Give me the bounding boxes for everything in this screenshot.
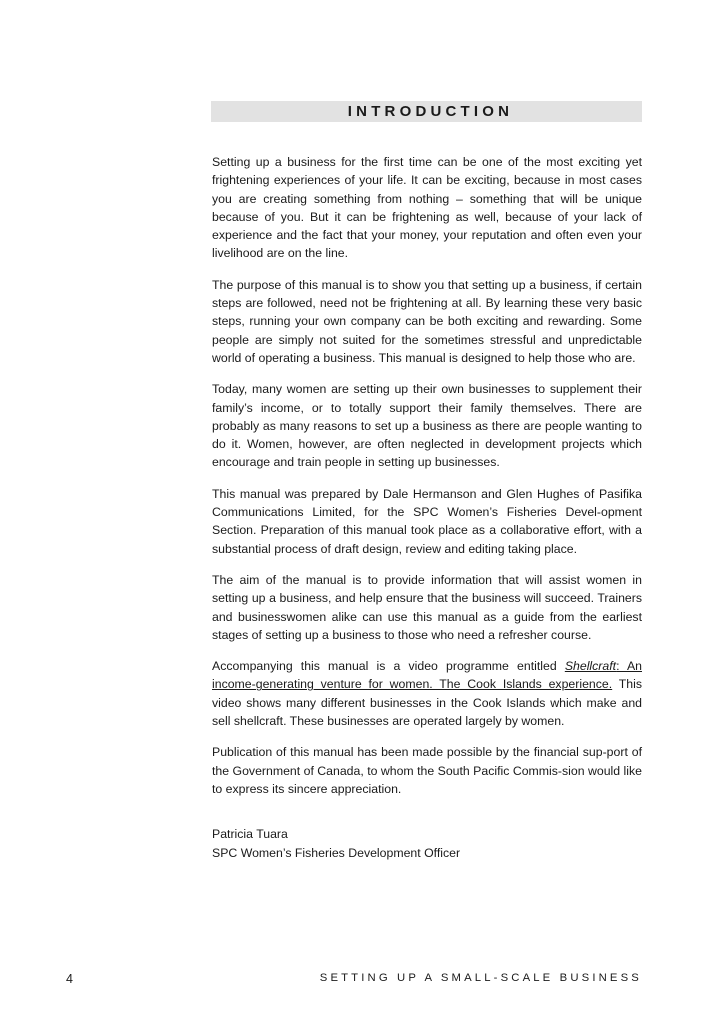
page-number: 4	[66, 972, 73, 986]
paragraph-3: Today, many women are setting up their own businesses to supplement their family’s income, or to totally support their family themselves. There are probably as many reasons to set up a business as there are people wanting to do it. Women, however, are often neglected in development projects which encourage and train people in setting up businesses.	[212, 382, 642, 470]
signature-block	[212, 825, 642, 862]
video-subtitle: : An income-generating venture for women. The Cook Islands experience.	[212, 659, 642, 692]
paragraph-2: The purpose of this manual is to show you that setting up a business, if certain steps are followed, need not be frightening at all. By learning these very basic steps, running your own company can be both exciting and rewarding. Some people are simply not suited for the sometimes stressful and unpredictable world of operating a business. This manual is designed to help those who are.	[212, 277, 642, 365]
body-text	[212, 153, 642, 862]
running-footer-title: SETTING UP A SMALL-SCALE BUSINESS	[319, 972, 642, 984]
video-title: Shellcraft	[564, 659, 617, 674]
paragraph-7: Publication of this manual has been made possible by the financial sup-port of the Government of Canada, to whom the South Pacific Commis-sion would like to express its sincere appreciation.	[212, 745, 642, 796]
paragraph-6-rest: This video shows many different businesses in the Cook Islands which make and sell shellcraft. These businesses are operated largely by women.	[212, 677, 642, 729]
paragraph-5: The aim of the manual is to provide information that will assist women in setting up a business, and help ensure that the business will succeed. Trainers and businesswomen alike can use this manual as a guide from the earliest stages of setting up a business to those who need a refresher course.	[212, 572, 642, 642]
signatory-name: Patricia Tuara	[212, 827, 288, 842]
section-title: INTRODUCTION	[211, 101, 642, 122]
signatory-role: SPC Women’s Fisheries Development Officer	[212, 845, 461, 860]
paragraph-6	[212, 657, 642, 730]
paragraph-6-intro: Accompanying this manual is a video programme entitled	[212, 659, 565, 674]
paragraph-4: This manual was prepared by Dale Hermanson and Glen Hughes of Pasifika Communications Limited, for the SPC Women’s Fisheries Devel-opment Section. Preparation of this manual took place as a collaborative effort, with a substantial process of draft design, review and editing taking place.	[212, 486, 642, 556]
paragraph-1: Setting up a business for the first time can be one of the most exciting yet frightening experiences of your life. It can be exciting, because in most cases you are creating something from nothing – something that will be unique because of you. But it can be frightening as well, because of your lack of experience and the fact that your money, your reputation and often even your livelihood are on the line.	[212, 155, 642, 261]
